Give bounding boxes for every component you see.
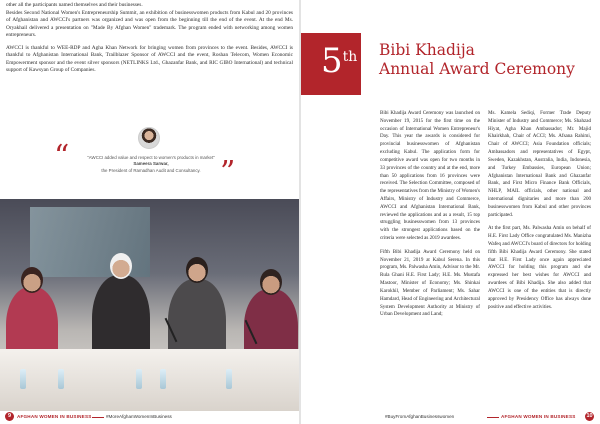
pull-quote [66, 155, 236, 174]
footer-rule [92, 417, 104, 418]
article-paragraph: At the first part, Ms. Palwasha Amin on behalf of H.E. First Lady Office congratulated Ms. Manizha Wafeq and AWCCI's board of directors for holding fifth Bibi Khadija Award Ceremony. She stated that H.E. First Lady once again appreciated AWCCI for holding this program and she expressed her best wishes for AWCCI and awardees of Bibi Khadija. She also added that AWCCI is one of the entities that is directly approved by Presidency Office has always done positive and effective activities. [488, 225, 591, 310]
title-line: Bibi Khadija [379, 41, 475, 59]
quote-author-role: the President of Ramadhan Audit and Consultancy. [101, 167, 201, 173]
page-number: 10 [586, 413, 593, 419]
article-paragraph: Fifth Bibi Khadija Award Ceremony held on November 21, 2019 at Kabul Serena. In this program, Ms. Palwasha Amin, Advisor to the Mr. Rula Ghani H.E. First Lady; H.E. Ms. Mustafa Mastoor, Minister of Economy; Ms. Shinkai Karokhil, Member of Parliament; Ms. Sahar Hamdard, Head of Engineering and Architectural System Development Authority at Ministry of Urban Development and Land; [380, 248, 480, 318]
article-paragraph: Ms. Kamela Sediqi, Former Trade Deputy Minister of Industry and Commerce; Ms. Shahzad Hiyat, Agha Khan Ambassador; Mr. Majid Khairkhah, Chair of ACCI; Ms. Afsana Rahimi, Chair of AWCCI; Asia Foundation officials; Ambassadors and representatives of Egypt, Sweden, Kazakhstan, Australia, India, Indonesia, and Turkey Embassies, European Union; Afghanistan International Bank and Ghazanfar Bank, and First Micro Finance Bank Officials, NHLP, MAIL officials, other national and international dignitaries and more than 200 businesswomen from Kabul and other provinces participated. [488, 110, 591, 218]
close-quote-icon: ” [220, 155, 236, 190]
water-bottle-icon [160, 369, 166, 389]
footer-brand: AFGHAN WOMEN IN BUSINESS [501, 414, 576, 419]
right-footer [301, 411, 600, 424]
footer-hashtag: #BuyFromAfghanBusinesswomen [385, 414, 455, 419]
page-title [379, 41, 594, 79]
footer-hashtag: #MoreAfghanWomenInBusiness [106, 414, 172, 419]
article-column-2 [488, 110, 591, 317]
photo-backdrop-screen [30, 207, 150, 277]
event-photo [0, 199, 299, 411]
article-column-1 [380, 110, 480, 325]
quote-avatar [138, 127, 160, 149]
left-footer [0, 411, 299, 424]
title-line: Annual Award Ceremony [379, 59, 575, 78]
left-paragraph: other all the participants named themselves and their businesses. Besides Second National Women's Entrepreneurship Summit, an exhibition of businesswomen products from Kabul and 20 provinces of Afghanistan and AWCCI's partners was organized and was open from the beginning till the end of the event. At the end Ms. Oryakhail delivered a presentation on "Made By Afghan Women" trademark. The program ended with networking among women entrepreneurs. [6, 2, 293, 39]
article-paragraph: Bibi Khadija Award Ceremony was launched on November 19, 2015 for the first time on the occasion of International Women Entrepreneur's Day. This year the awards is considered for provincial businesswomen of Afghanistan excluding Kabul. The application form for competitive award was open for two months in 33 provinces of the country and at the end, more than 50 applications from 16 provinces were received. The Selection Committee, composed of the representatives from the Ministry of Women's Affairs, Ministry of Industry and Commerce, AWCCI and Afghanistan International Bank, reviewed the applications and as a result, 15 top struggling businesswomen from 13 provinces with the strongest applications based on the criteria were selected as 2019 awardees. [380, 110, 480, 241]
footer-rule [487, 417, 499, 418]
right-page [301, 0, 600, 424]
photo-table [0, 349, 299, 411]
left-page [0, 0, 299, 424]
water-bottle-icon [58, 369, 64, 389]
water-bottle-icon [136, 369, 142, 389]
open-quote-icon: “ [54, 139, 70, 174]
quote-text: "AWCCI added value and respect to women's products in market" [87, 155, 215, 160]
quote-author: Sameera Sarwar, [133, 161, 169, 167]
page-number: 9 [5, 412, 14, 421]
left-body-text [6, 2, 293, 80]
water-bottle-icon [20, 369, 26, 389]
left-paragraph: AWCCI is thankful to WEE-RDP and Agha Khan Network for bringing women from provinces to the event. Besides, AWCCI is thankful to Afghanistan International Bank, Trailblazer Sponsor of AWCCI and the event, Roshan Telecom, Women Economic Empowerment sponsor and the event silver sponsors (NETLINKS Ltd., Ghazanfar Bank, and RIC GIBO International) and technical support of Kawsyan Group of Companies. [6, 44, 293, 74]
water-bottle-icon [226, 369, 232, 389]
footer-brand: AFGHAN WOMEN IN BUSINESS [17, 414, 92, 419]
chapter-number: 5th [321, 41, 358, 81]
